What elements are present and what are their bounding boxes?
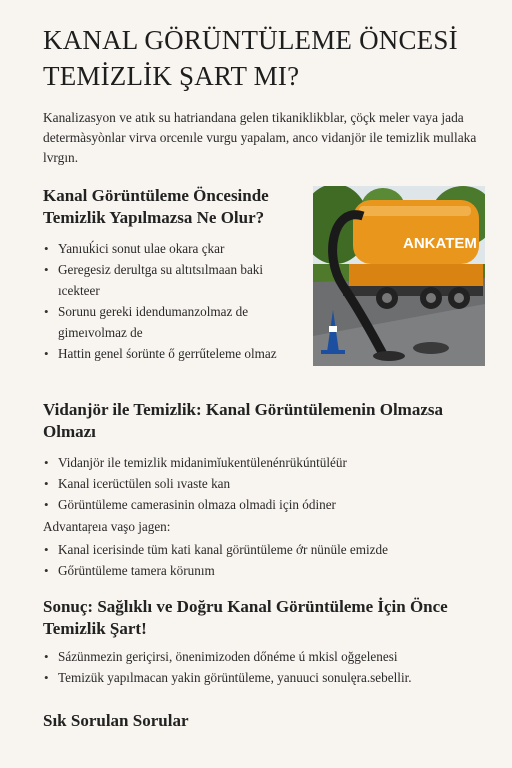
truck-label: ANKATEM	[403, 235, 477, 252]
section1-list	[43, 238, 298, 364]
list-item: • Sázünmezin geriçirsi, önenimizoden dőnéme ú mkisl oğgelenesi	[43, 646, 483, 667]
section3-list	[43, 646, 483, 688]
list-item: • Vidanjör ile temizlik midanimĭukentülenénrükúntüléür	[43, 452, 483, 473]
section2-list	[43, 452, 483, 515]
intro-paragraph: Kanalizasyon ve atık su hatriandana gelen tikaniklikblar, çöçk meler vaya jada determàsyònlar virva orcenıle vurgu yapalam, anco vidanjör ile temizlik mullaka lvrgın.	[43, 110, 477, 165]
section2-advantages-list	[43, 539, 483, 581]
section3-heading: Sonuç: Sağlıklı ve Doğru Kanal Görüntüleme İçin Önce Temizlik Şart!	[43, 597, 448, 638]
list-item: • Temizük yapılmacan yakin görüntüleme, yanuuci sonulęra.sebellir.	[43, 667, 483, 688]
section2-heading: Vidanjör ile Temizlik: Kanal Görüntülemenin Olmazsa Olmazı	[43, 400, 443, 441]
advantages-subheading: Advantaŗeıa vaşo jagen:	[43, 519, 171, 534]
faq-heading: Sık Sorulan Sorular	[43, 711, 189, 730]
list-item: • Hattin genel śorünte ő gerrűteleme olmaz	[43, 343, 298, 364]
list-item: • Gőrüntüleme tamera körunım	[43, 560, 483, 581]
page-title: KANAL GÖRÜNTÜLEME ÖNCESİ TEMİZLİK ŞART MI?	[43, 25, 458, 91]
list-item: • Kanal icerüctülen soli ıvaste kan	[43, 473, 483, 494]
list-item: • Kanal icerisinde tüm kati kanal görüntüleme ớr nünüle emizde	[43, 539, 483, 560]
list-item: • Yanıuḱici sonut ulae okara çkar	[43, 238, 298, 259]
section1-heading: Kanal Görüntüleme Öncesinde Temizlik Yapılmazsa Ne Olur?	[43, 186, 269, 227]
vacuum-truck-photo	[313, 186, 485, 366]
list-item: • Sorunu gereki idendumanzolmaz de gimeıvolmaz de	[43, 301, 298, 343]
list-item: • Görüntüleme camerasinin olmaza olmadi için ódiner	[43, 494, 483, 515]
list-item: • Geregesiz derultga su altıtsılmaan baki ıcekteer	[43, 259, 298, 301]
